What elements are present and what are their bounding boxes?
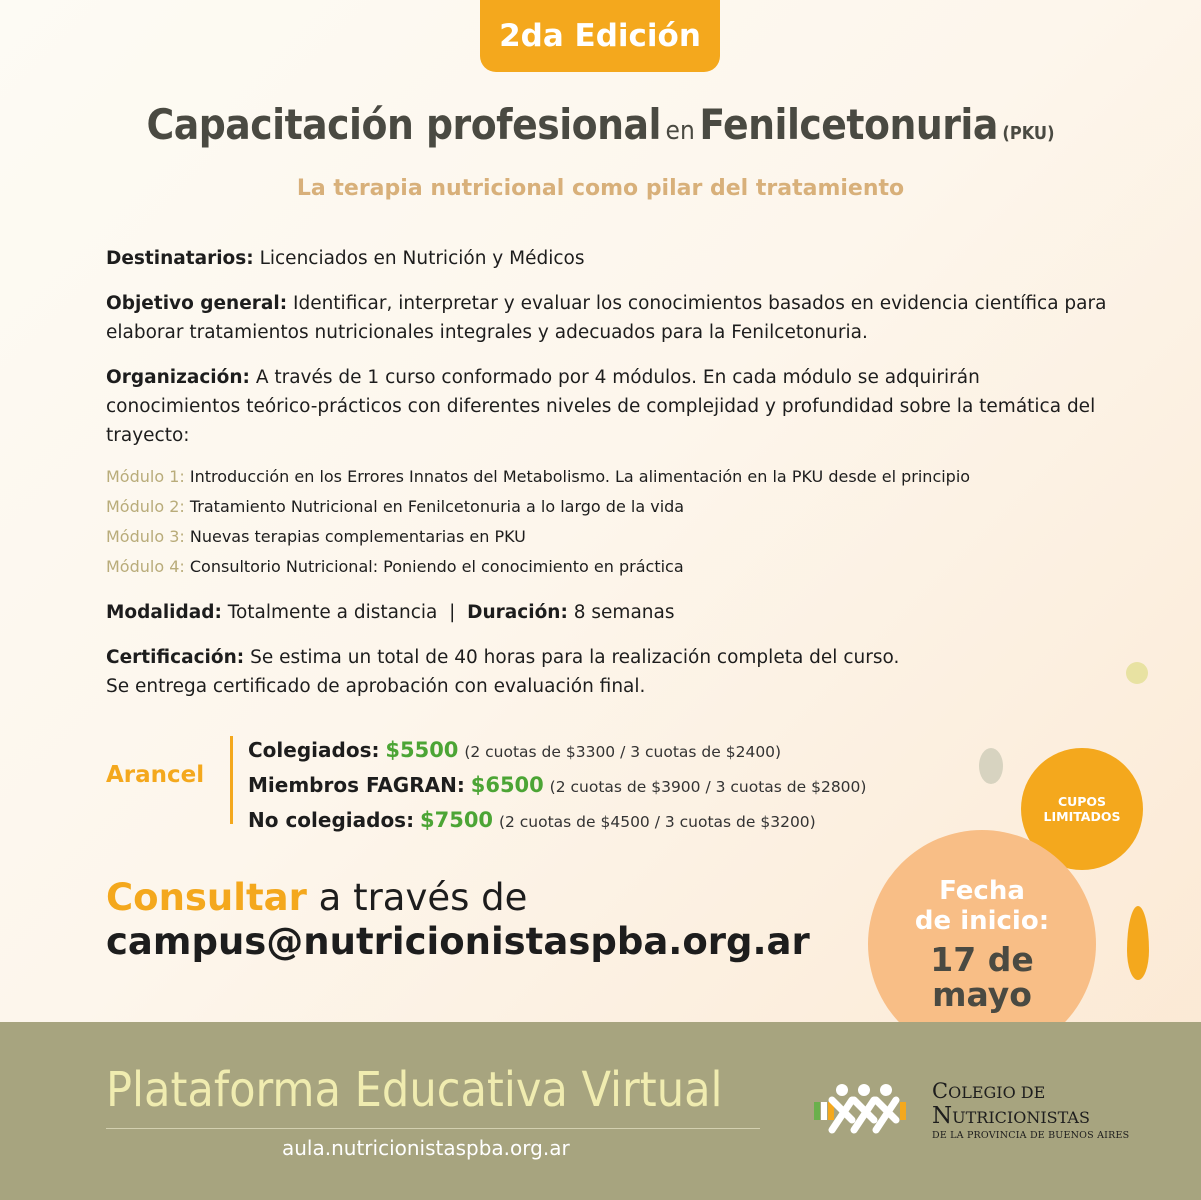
modalidad-text: Totalmente a distancia — [227, 602, 438, 623]
page-title — [0, 100, 1201, 149]
fecha-line1: Fecha — [939, 876, 1025, 906]
decorative-dot — [1126, 662, 1148, 684]
org-line2-rest: UTRICIONISTAS — [952, 1108, 1090, 1127]
arancel-divider — [230, 736, 233, 824]
fecha-line2: de inicio: — [914, 906, 1050, 936]
module-text: Consultorio Nutricional: Poniendo el conocimiento en práctica — [189, 557, 684, 576]
list-item — [106, 492, 1116, 522]
modalidad-label: Modalidad: — [106, 602, 222, 623]
title-acronym: (PKU) — [1002, 123, 1055, 144]
org-line2 — [932, 1104, 1129, 1130]
org-line3: DE LA PROVINCIA DE BUENOS AIRES — [932, 1130, 1130, 1141]
price-label: No colegiados: — [248, 808, 415, 832]
destinatarios — [106, 244, 1116, 273]
destinatarios-label: Destinatarios: — [106, 248, 254, 269]
module-key: Módulo 1: — [106, 467, 185, 486]
price-cuotas: (2 cuotas de $4500 / 3 cuotas de $3200) — [498, 813, 816, 831]
org-line2-cap: N — [932, 1103, 953, 1129]
module-text: Tratamiento Nutricional en Fenilcetonuria a lo largo de la vida — [189, 497, 685, 516]
price-value: $6500 — [470, 773, 544, 797]
objetivo-text: Identificar, interpretar y evaluar los conocimientos basados en evidencia científica para elaborar tratamientos nutricionales integrales y adecuados para la Fenilcetonuria. — [106, 293, 1107, 343]
module-key: Módulo 3: — [106, 527, 185, 546]
contact-email-link[interactable]: campus@nutricionistaspba.org.ar — [106, 920, 810, 963]
platform-url-link[interactable]: aula.nutricionistaspba.org.ar — [282, 1136, 570, 1160]
price-label: Miembros FAGRAN: — [248, 773, 465, 797]
list-item — [106, 552, 1116, 582]
price-cuotas: (2 cuotas de $3900 / 3 cuotas de $2800) — [549, 778, 867, 796]
module-key: Módulo 2: — [106, 497, 185, 516]
cupos-line1: CUPOS — [1057, 794, 1107, 809]
arancel-rows — [248, 734, 866, 839]
module-key: Módulo 4: — [106, 557, 185, 576]
colegio-logo-text — [932, 1080, 1129, 1142]
org-line1 — [932, 1080, 1129, 1104]
contact-highlight: Consultar — [106, 876, 307, 919]
list-item — [106, 462, 1116, 492]
objetivo-label: Objetivo general: — [106, 293, 288, 314]
module-list — [106, 462, 1116, 582]
title-connector: en — [665, 116, 695, 146]
module-text: Nuevas terapias complementarias en PKU — [189, 527, 526, 546]
price-value: $5500 — [385, 738, 459, 762]
title-part1: Capacitación profesional — [146, 100, 661, 149]
certificacion-line1: Se estima un total de 40 horas para la realización completa del curso. — [250, 647, 900, 668]
course-details — [106, 244, 1116, 717]
fecha-date2: mayo — [932, 975, 1032, 1014]
certificacion-label: Certificación: — [106, 647, 245, 668]
edition-badge: 2da Edición — [480, 0, 720, 72]
org-line1-rest: OLEGIO DE — [948, 1083, 1046, 1102]
contact-text: a través de — [318, 876, 528, 919]
organizacion-text: A través de 1 curso conformado por 4 módulos. En cada módulo se adquirirán conocimientos teórico-prácticos con diferentes niveles de complejidad y profundidad sobre la temática del trayecto: — [106, 367, 1096, 446]
organizacion-label: Organización: — [106, 367, 250, 388]
certificacion-line2: Se entrega certificado de aprobación con evaluación final. — [106, 676, 646, 697]
modalidad — [106, 598, 1116, 627]
footer-divider — [106, 1128, 760, 1129]
certificacion — [106, 643, 1116, 701]
price-label: Colegiados: — [248, 738, 380, 762]
page-subtitle: La terapia nutricional como pilar del tratamiento — [296, 176, 905, 201]
contact-block — [106, 876, 810, 964]
duracion-label: Duración: — [467, 602, 568, 623]
organizacion — [106, 363, 1116, 450]
objetivo — [106, 289, 1116, 347]
destinatarios-text: Licenciados en Nutrición y Médicos — [259, 248, 585, 269]
arancel-section — [106, 734, 1006, 832]
contact-line — [106, 876, 810, 920]
modalidad-separator: | — [449, 602, 456, 623]
price-row — [248, 734, 866, 769]
decorative-leaf — [979, 748, 1003, 784]
price-row — [248, 804, 866, 839]
arancel-label: Arancel — [106, 762, 205, 788]
platform-title: Plataforma Educativa Virtual — [106, 1062, 723, 1118]
fecha-date1: 17 de — [930, 940, 1034, 979]
decorative-leaf — [1127, 906, 1149, 980]
title-part2: Fenilcetonuria — [699, 100, 998, 149]
module-text: Introducción en los Errores Innatos del Metabolismo. La alimentación en la PKU desde el principio — [189, 467, 971, 486]
price-cuotas: (2 cuotas de $3300 / 3 cuotas de $2400) — [464, 743, 782, 761]
colegio-logo-icon — [812, 1078, 912, 1140]
price-value: $7500 — [419, 808, 494, 832]
duracion-text: 8 semanas — [573, 602, 675, 623]
price-row — [248, 769, 866, 804]
list-item — [106, 522, 1116, 552]
cupos-line2: LIMITADOS — [1043, 809, 1121, 824]
org-line1-cap: C — [932, 1079, 949, 1103]
